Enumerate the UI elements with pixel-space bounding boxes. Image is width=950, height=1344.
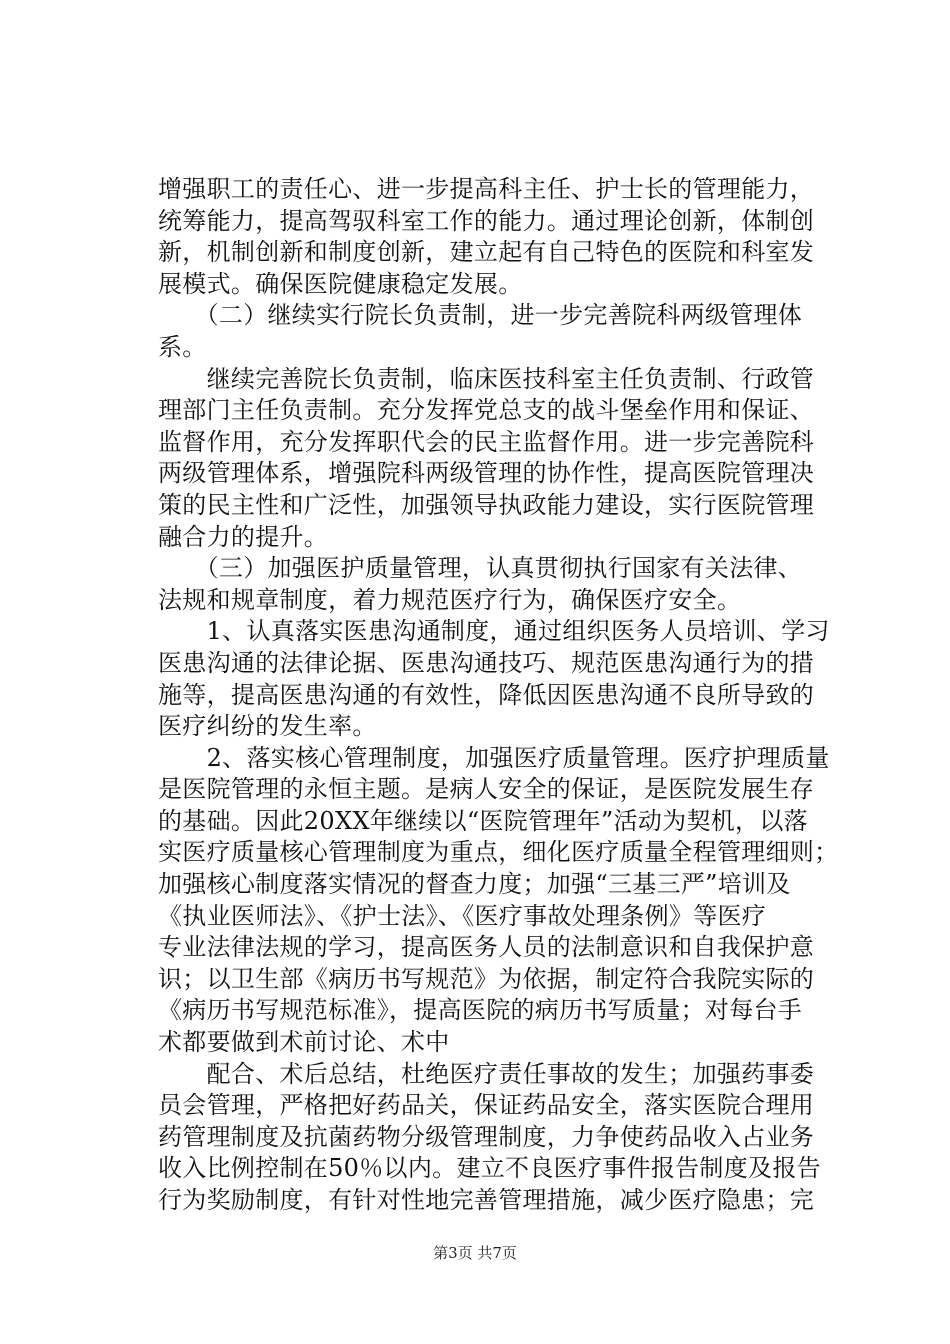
text-line: 理部门主任负责制。充分发挥党总支的战斗堡垒作用和保证、 bbox=[158, 396, 815, 425]
text-line: 2、落实核心管理制度，加强医疗质量管理。医疗护理质量 bbox=[158, 743, 830, 772]
text-line: 术都要做到术前讨论、术中 bbox=[158, 1028, 450, 1057]
text-line: 专业法律法规的学习，提高医务人员的法制意识和自我保护意 bbox=[158, 933, 815, 962]
text-line: 员会管理，严格把好药品关，保证药品安全，落实医院合理用 bbox=[158, 1091, 815, 1120]
text-line: 医患沟通的法律论据、医患沟通技巧、规范医患沟通行为的措 bbox=[158, 648, 815, 677]
text-line: 增强职工的责任心、进一步提高科主任、护士长的管理能力， bbox=[158, 175, 815, 203]
text-line: 两级管理体系，增强院科两级管理的协作性，提高医院管理决 bbox=[158, 459, 815, 488]
text-line: 实医疗质量核心管理制度为重点，细化医疗质量全程管理细则； bbox=[158, 838, 839, 867]
text-line: 收入比例控制在50％以内。建立不良医疗事件报告制度及报告 bbox=[158, 1154, 821, 1183]
text-line: 监督作用，充分发挥职代会的民主监督作用。进一步完善院科 bbox=[158, 427, 815, 456]
text-line: 识；以卫生部《病历书写规范》为依据，制定符合我院实际的 bbox=[158, 964, 815, 993]
text-line: 《病历书写规范标准》，提高医院的病历书写质量；对每台手 bbox=[158, 996, 803, 1025]
text-line: 施等，提高医患沟通的有效性，降低因医患沟通不良所导致的 bbox=[158, 680, 815, 709]
section-heading: （二）继续实行院长负责制，进一步完善院科两级管理体 bbox=[158, 301, 803, 330]
section-heading: 系。 bbox=[158, 332, 207, 361]
section-heading: （三）加强医护质量管理，认真贯彻执行国家有关法律、 bbox=[158, 554, 803, 583]
text-line: 医疗纠纷的发生率。 bbox=[158, 712, 377, 741]
text-line: 继续完善院长负责制，临床医技科室主任负责制、行政管 bbox=[158, 364, 815, 393]
text-line: 策的民主性和广泛性，加强领导执政能力建设，实行医院管理 bbox=[158, 490, 815, 519]
text-line: 统筹能力，提高驾驭科室工作的能力。通过理论创新，体制创 bbox=[158, 206, 815, 235]
text-line: 1、认真落实医患沟通制度，通过组织医务人员培训、学习 bbox=[158, 617, 830, 646]
text-line: 《执业医师法》、《护士法》、《医疗事故处理条例》等医疗 bbox=[158, 901, 767, 930]
text-line: 行为奖励制度，有针对性地完善管理措施，减少医疗隐患；完 bbox=[158, 1186, 815, 1214]
page-number-footer: 第3页 共7页 bbox=[433, 1244, 517, 1262]
section-heading: 法规和规章制度，着力规范医疗行为，确保医疗安全。 bbox=[158, 585, 742, 614]
text-line: 药管理制度及抗菌药物分级管理制度，力争使药品收入占业务 bbox=[158, 1122, 815, 1151]
text-line: 展模式。确保医院健康稳定发展。 bbox=[158, 269, 523, 298]
text-line: 的基础。因此20XX年继续以“医院管理年”活动为契机，以落 bbox=[158, 806, 808, 835]
text-line: 融合力的提升。 bbox=[158, 522, 329, 551]
text-line: 配合、术后总结，杜绝医疗责任事故的发生；加强药事委 bbox=[158, 1059, 815, 1088]
text-line: 加强核心制度落实情况的督查力度；加强“三基三严”培训及 bbox=[158, 870, 791, 899]
body-text bbox=[158, 174, 839, 1217]
text-line: 是医院管理的永恒主题。是病人安全的保证，是医院发展生存 bbox=[158, 775, 815, 804]
text-line: 新，机制创新和制度创新，建立起有自己特色的医院和科室发 bbox=[158, 238, 815, 267]
